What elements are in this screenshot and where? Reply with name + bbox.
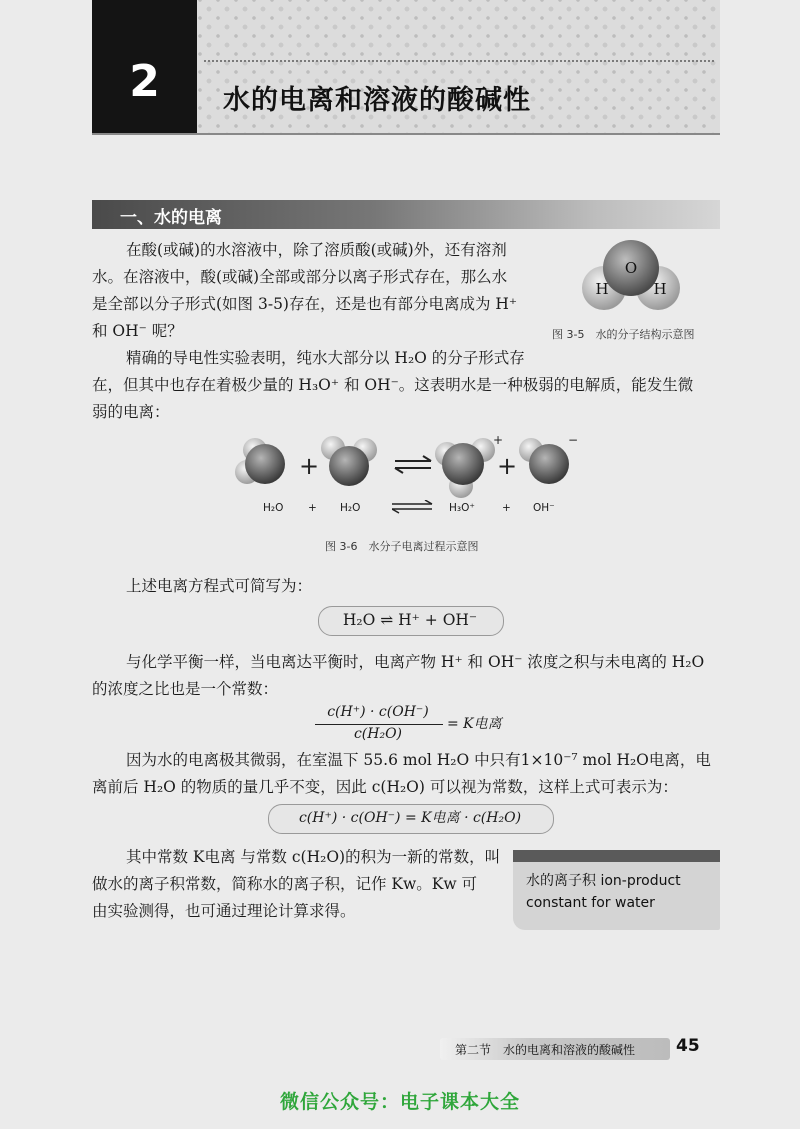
footer-section-title: 第二节 水的电离和溶液的酸碱性	[455, 1043, 636, 1057]
paragraph-6-line-2: 做水的离子积常数，简称水的离子积，记作 Kw。Kw 可	[92, 875, 478, 893]
fraction-bar	[315, 724, 443, 725]
paragraph-1-line-3: 是全部以分子形式(如图 3-5)存在，还是也有部分电离成为 H⁺	[92, 295, 518, 313]
paragraph-6-line-3: 由实验测得，也可通过理论计算求得。	[92, 902, 356, 920]
kw-equation: c(H⁺) · c(OH⁻) = K电离 · c(H₂O)	[298, 810, 522, 826]
water-molecule-2	[321, 436, 377, 486]
paragraph-5-line-1: 因为水的电离极其微弱，在室温下 55.6 mol H₂O 中只有1×10⁻⁷ mol H₂O电离，电	[126, 751, 711, 769]
paragraph-2-line-2: 在，但其中也存在着极少量的 H₃O⁺ 和 OH⁻。这表明水是一种极弱的电解质，能发生微	[92, 376, 694, 394]
label-h2o-2: H₂O	[340, 502, 361, 514]
atom-label-h1: H	[595, 280, 609, 298]
paragraph-6-line-1: 其中常数 K电离 与常数 c(H₂O)的积为一新的常数，叫	[126, 848, 501, 866]
label-h2o-1: H₂O	[263, 502, 284, 514]
hydroxide-ion	[519, 438, 569, 484]
paragraph-1-line-1: 在酸(或碱)的水溶液中，除了溶质酸(或碱)外，还有溶剂	[126, 241, 507, 259]
glossary-box-header	[513, 850, 720, 862]
glossary-line-2: constant for water	[526, 895, 655, 911]
label-oh: OH⁻	[533, 502, 555, 514]
label-equilibrium-arrow-icon	[392, 500, 434, 514]
section-title: 一、水的电离	[120, 208, 222, 228]
positive-charge-label: +	[492, 433, 504, 447]
ionization-equation: H₂O ⇌ H⁺ + OH⁻	[342, 611, 478, 629]
equilibrium-arrow-icon	[395, 456, 431, 473]
paragraph-1-line-4: 和 OH⁻ 呢？	[92, 322, 183, 340]
watermark-text: 微信公众号：电子课本大全	[279, 1091, 520, 1113]
plus-sign-2: +	[496, 452, 518, 480]
chapter-number: 2	[129, 56, 160, 107]
chapter-title: 水的电离和溶液的酸碱性	[223, 85, 531, 116]
label-plus-1: +	[308, 502, 317, 514]
water-molecule-1	[235, 438, 285, 484]
plus-sign-1: +	[298, 452, 320, 480]
header-divider	[92, 133, 720, 135]
figure-3-5-caption: 图 3-5 水的分子结构示意图	[552, 328, 695, 341]
glossary-text	[526, 870, 681, 914]
atom-label-h2: H	[653, 280, 667, 298]
fraction-denominator: c(H₂O)	[353, 726, 403, 742]
paragraph-3: 上述电离方程式可简写为：	[126, 577, 313, 595]
header-dotted-line	[204, 60, 714, 62]
fraction-numerator: c(H⁺) · c(OH⁻)	[327, 704, 429, 720]
negative-charge-label: −	[567, 433, 579, 447]
fraction-rhs: = K电离	[447, 716, 502, 732]
glossary-line-1: 水的离子积 ion-product	[526, 873, 681, 889]
paragraph-4-line-2: 的浓度之比也是一个常数：	[92, 680, 279, 698]
figure-3-6-caption: 图 3-6 水分子电离过程示意图	[325, 540, 479, 553]
page-number: 45	[676, 1036, 700, 1056]
label-h3o: H₃O⁺	[449, 502, 475, 514]
hydronium-ion	[435, 438, 495, 498]
paragraph-1-line-2: 水。在溶液中，酸(或碱)全部或部分以离子形式存在，那么水	[92, 268, 508, 286]
paragraph-2-line-1: 精确的导电性实验表明，纯水大部分以 H₂O 的分子形式存	[126, 349, 525, 367]
water-molecule-figure	[580, 238, 692, 318]
label-plus-2: +	[502, 502, 511, 514]
paragraph-5-line-2: 离前后 H₂O 的物质的量几乎不变，因此 c(H₂O) 可以视为常数，这样上式可表示为：	[92, 778, 678, 796]
paragraph-4-line-1: 与化学平衡一样，当电离达平衡时，电离产物 H⁺ 和 OH⁻ 浓度之积与未电离的 H₂O	[126, 653, 705, 671]
atom-label-o: O	[624, 259, 638, 277]
paragraph-2-line-3: 弱的电离：	[92, 403, 170, 421]
